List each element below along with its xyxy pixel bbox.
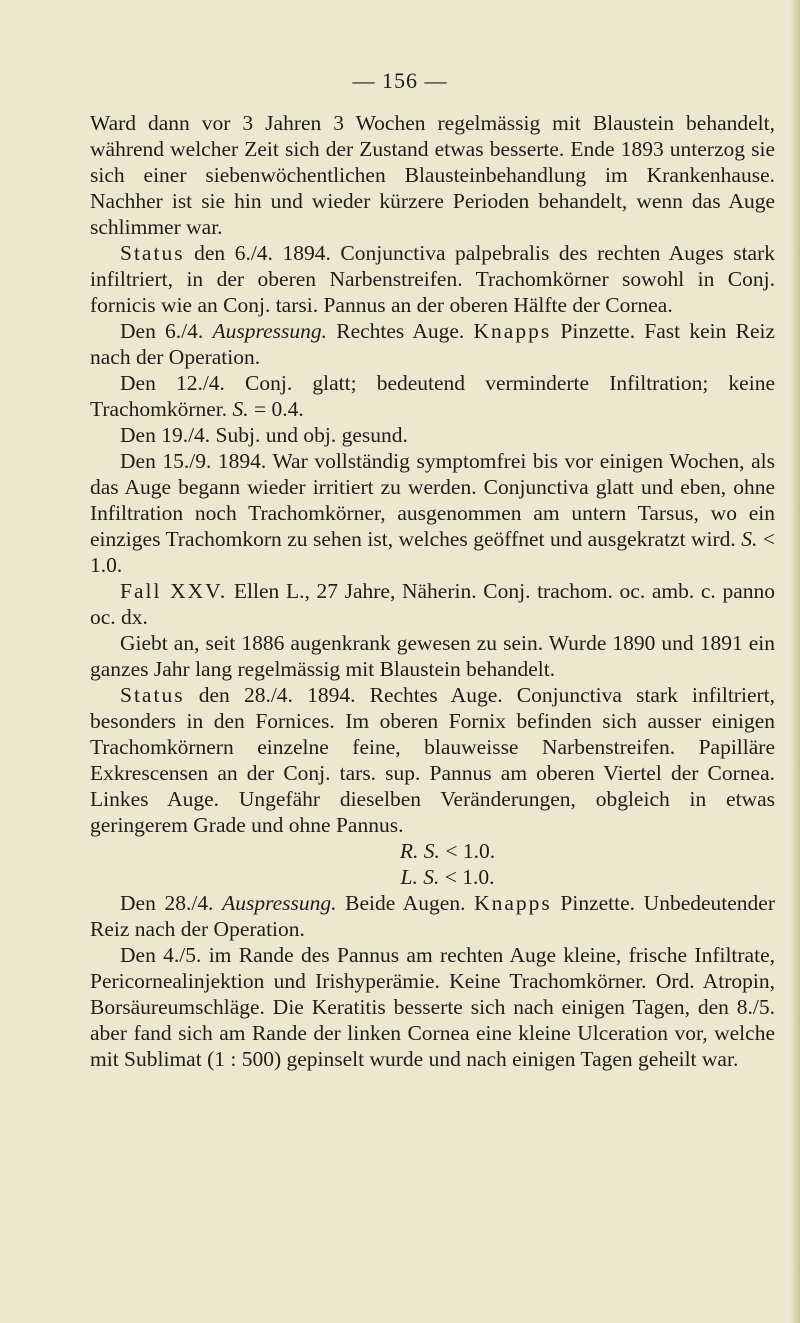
paragraph: Den 6./4. Auspressung. Rechtes Auge. Knapps Pinzette. Fast kein Reiz nach der Operation. xyxy=(90,319,776,369)
page-edge xyxy=(790,0,800,1323)
visus-right: R. S. < 1.0. xyxy=(399,839,496,863)
paragraph: Den 15./9. 1894. War vollständig symptomfrei bis vor einigen Wochen, als das Auge begann wieder irritiert zu werden. Conjunctiva glatt und eben, ohne Infiltration noch Trachomkörner, ausgenommen am untern Tarsus, wo ein einziges Trachomkorn zu sehen ist, welches geöffnet und ausgekratzt wird. S. < 1.0. xyxy=(90,449,775,577)
paragraph: Status den 28./4. 1894. Rechtes Auge. Conjunctiva stark infiltriert, besonders in den Fornices. Im oberen Fornix befinden sich ausser einigen Trachomkörnern einzelne feine, blauweisse Narbenstreifen. Papilläre Exkrescensen an der Conj. tars. sup. Pannus am oberen Viertel der Cornea. Linkes Auge. Ungefähr dieselben Veränderungen, obgleich in etwas geringerem Grade und ohne Pannus. xyxy=(90,683,775,837)
paragraph: Den 12./4. Conj. glatt; bedeutend verminderte Infiltration; keine Trachomkörner. S. = 0.4. xyxy=(90,371,775,421)
paragraph: Den 19./4. Subj. und obj. gesund. xyxy=(120,423,408,447)
visus-left: L. S. < 1.0. xyxy=(400,865,495,889)
paragraph: Den 28./4. Auspressung. Beide Augen. Knapps Pinzette. Unbedeutender Reiz nach der Operation. xyxy=(90,891,775,941)
paragraph: Ward dann vor 3 Jahren 3 Wochen regelmässig mit Blaustein behandelt, während welcher Zeit sich der Zustand etwas besserte. Ende 1893 unterzog sie sich einer siebenwöchentlichen Blausteinbehandlung im Krankenhause. Nachher ist sie hin und wieder kürzere Perioden behandelt, wenn das Auge schlimmer war. xyxy=(90,111,775,239)
body-text xyxy=(90,110,775,1072)
page-number: — 156 — xyxy=(352,68,448,93)
paragraph: Status den 6./4. 1894. Conjunctiva palpebralis des rechten Auges stark infiltriert, in der oberen Narbenstreifen. Trachomkörner sowohl in Conj. fornicis wie an Conj. tarsi. Pannus an der oberen Hälfte der Cornea. xyxy=(90,241,775,317)
paragraph: Den 4./5. im Rande des Pannus am rechten Auge kleine, frische Infiltrate, Pericornealinjektion und Irishyperämie. Keine Trachomkörner. Ord. Atropin, Borsäureumschläge. Die Keratitis besserte sich nach einigen Tagen, den 8./5. aber fand sich am Rande der linken Cornea eine kleine Ulceration vor, welche mit Sublimat (1 : 500) gepinselt wurde und nach einigen Tagen geheilt war. xyxy=(90,943,775,1071)
case-heading: Fall XXV. Ellen L., 27 Jahre, Näherin. Conj. trachom. oc. amb. c. panno oc. dx. xyxy=(90,579,775,629)
paragraph: Giebt an, seit 1886 augenkrank gewesen zu sein. Wurde 1890 und 1891 ein ganzes Jahr lang regelmässig mit Blaustein behandelt. xyxy=(90,631,775,681)
